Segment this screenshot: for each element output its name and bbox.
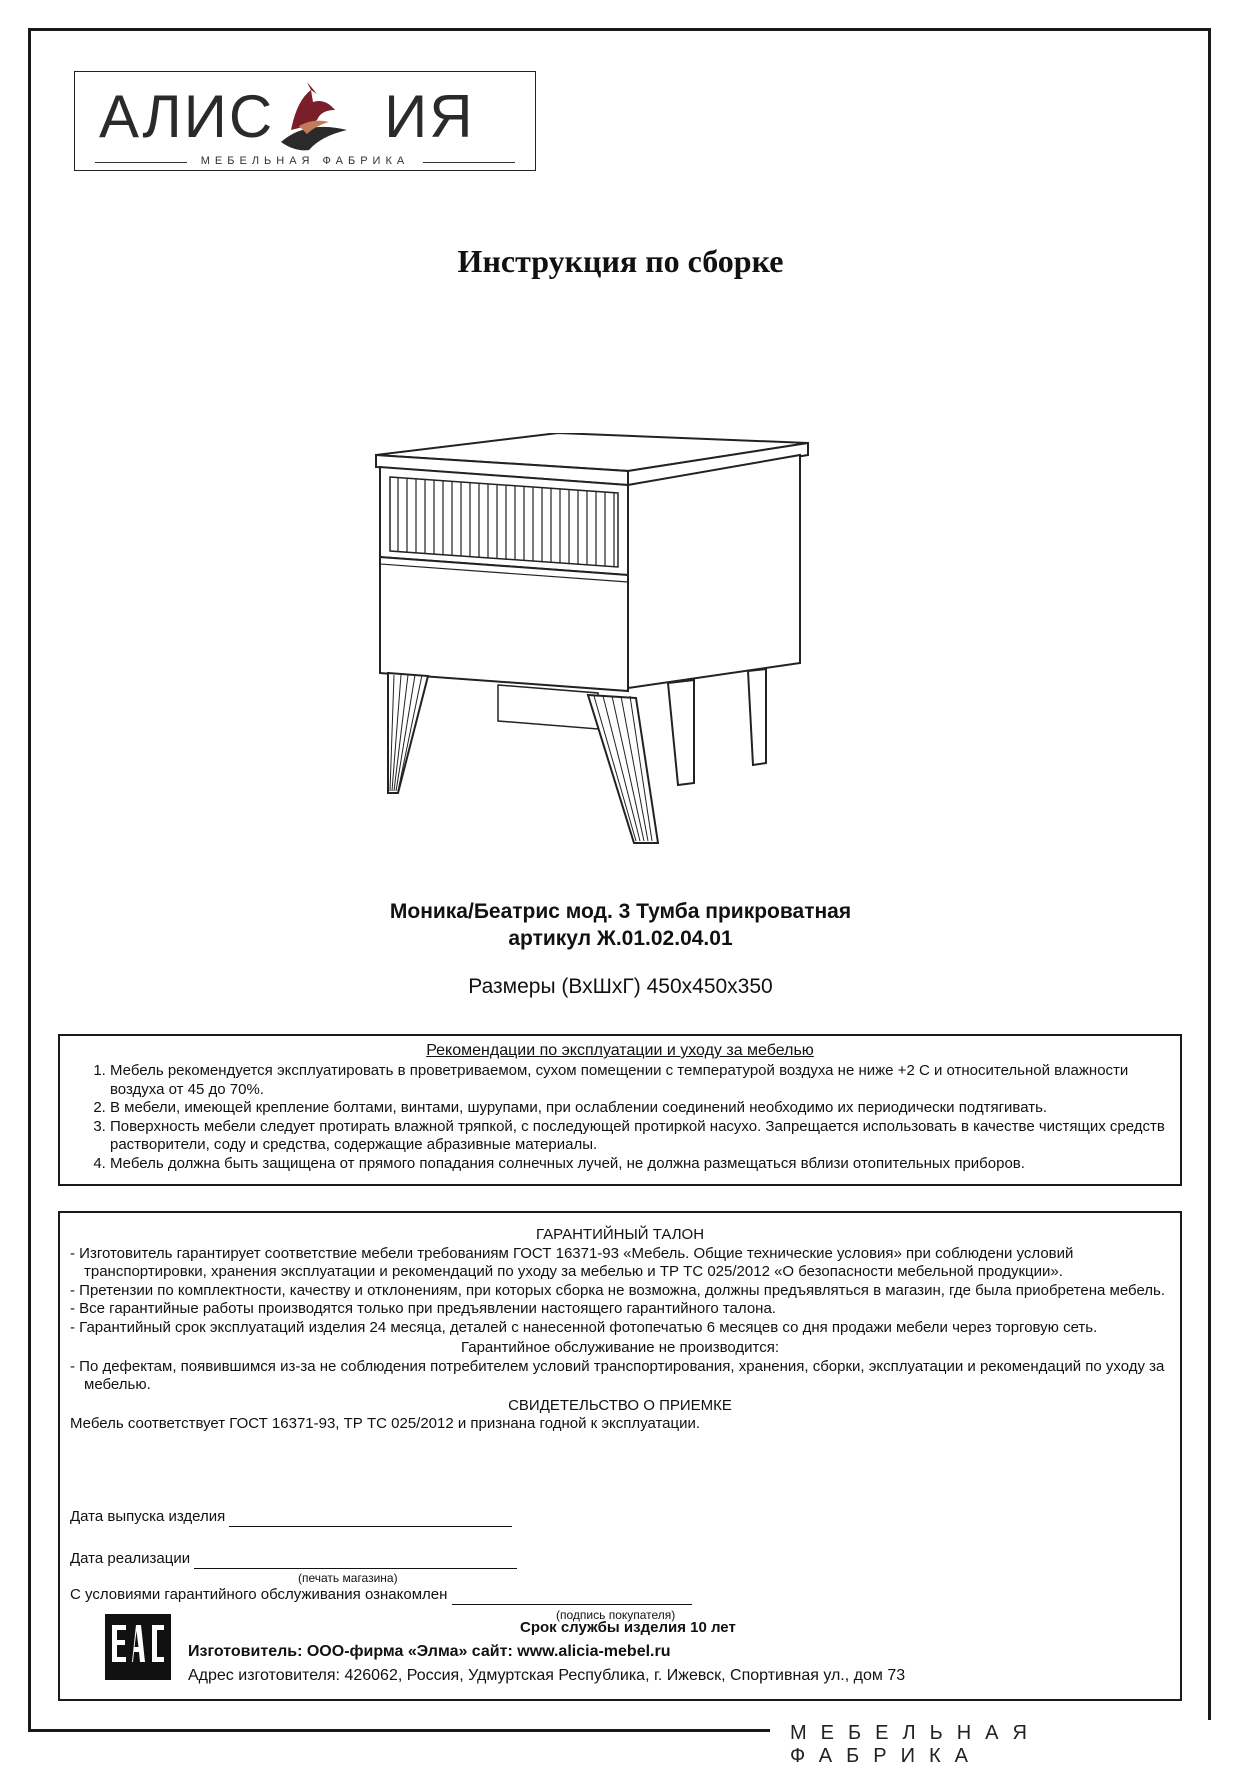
acceptance-text: Мебель соответствует ГОСТ 16371-93, ТР ТС 025/2012 и признана годной к эксплуатации. xyxy=(70,1415,701,1432)
acceptance-heading: СВИДЕТЕЛЬСТВО О ПРИЕМКЕ xyxy=(508,1396,732,1414)
warranty-item: - Все гарантийные работы производятся только при предъявлении настоящего гарантийного талона. xyxy=(70,1300,776,1317)
buyer-signature-field[interactable] xyxy=(452,1590,692,1605)
brand-subtitle: МЕБЕЛЬНАЯ ФАБРИКА xyxy=(200,155,410,167)
recommendation-item: 3. Поверхность мебели следует протирать влажной тряпкой, с последующей протиркой насухо. Запрещается использовать в качестве чистящих средств растворители, соду и средства, содержащие абразивные материалы. xyxy=(110,1118,1166,1155)
manufacturer-address: Адрес изготовителя: 426062, Россия, Удмуртская Республика, г. Ижевск, Спортивная ул., дом 73 xyxy=(188,1667,906,1684)
nightstand-drawing xyxy=(368,433,818,863)
release-date-row xyxy=(70,1508,512,1527)
service-life: Срок службы изделия 10 лет xyxy=(520,1619,736,1636)
sale-date-field[interactable] xyxy=(194,1554,517,1569)
recommendations-heading: Рекомендации по эксплуатации и уходу за мебелью xyxy=(426,1042,814,1059)
fox-logo-icon xyxy=(251,80,359,152)
sale-date-row xyxy=(70,1550,517,1569)
agree-row xyxy=(70,1586,692,1605)
agree-label: С условиями гарантийного обслуживания ознакомлен xyxy=(70,1586,448,1603)
footer-brand-line: МЕБЕЛЬНАЯ ФАБРИКА xyxy=(790,1722,1041,1767)
warranty-heading: ГАРАНТИЙНЫЙ ТАЛОН xyxy=(535,1226,705,1243)
recommendation-item: 2. В мебели, имеющей крепление болтами, винтами, шурупами, при ослаблении соединений необходимо их периодически подтягивать. xyxy=(110,1099,1166,1118)
stamp-note: (печать магазина) xyxy=(298,1571,398,1585)
no-service-heading: Гарантийное обслуживание не производится: xyxy=(460,1339,780,1356)
no-service-item: - По дефектам, появившимся из-за не соблюдения потребителем условий транспортирования, хранения, сборки, эксплуатации и рекомендаций по уходу за мебелью. xyxy=(70,1357,1165,1393)
brand-name-part1: АЛИС xyxy=(99,83,275,150)
warranty-item: - Гарантийный срок эксплуатаций изделия 24 месяца, деталей с нанесенной фотопечатью 6 месяцев со дня продажи мебели через торговую сеть. xyxy=(70,1318,1098,1336)
product-name: Моника/Беатрис мод. 3 Тумба прикроватная xyxy=(389,900,852,923)
release-date-label: Дата выпуска изделия xyxy=(70,1508,226,1525)
manufacturer-info: Изготовитель: ООО-фирма «Элма» сайт: www.alicia-mebel.ru xyxy=(188,1643,671,1660)
warranty-item: - Изготовитель гарантирует соответствие мебели требованиям ГОСТ 16371-93 «Мебель. Общие технические условия» при соблюдени условий транспортировки, хранения эксплуатации и рекомендаций по уходу за мебелью и ТР ТС 025/2012 «О безопасности мебельной продукции». xyxy=(70,1244,1074,1280)
sale-date-label: Дата реализации xyxy=(70,1550,191,1567)
product-dimensions: Размеры (ВхШхГ) 450х450х350 xyxy=(468,975,773,998)
brand-name-part2: ИЯ xyxy=(384,83,475,150)
page-title: Инструкция по сборке xyxy=(457,243,784,279)
eac-mark-icon xyxy=(104,1613,172,1681)
brand-logo xyxy=(74,71,536,171)
recommendation-item: 4. Мебель должна быть защищена от прямого попадания солнечных лучей, не должна размещаться вблизи отопительных приборов. xyxy=(110,1155,1166,1174)
warranty-box xyxy=(58,1211,1182,1701)
recommendations-box xyxy=(58,1034,1182,1186)
product-article: артикул Ж.01.02.04.01 xyxy=(508,927,733,950)
recommendation-item: 1. Мебель рекомендуется эксплуатировать в проветриваемом, сухом помещении с температурой воздуха не ниже +2 С и относительной влажности воздуха от 45 до 70%. xyxy=(110,1062,1166,1099)
warranty-item: - Претензии по комплектности, качеству и отклонениям, при которых сборка не возможна, должны предъявляться в магазин, где была приобретена мебель. xyxy=(70,1281,1166,1299)
release-date-field[interactable] xyxy=(229,1512,512,1527)
signature-note: (подпись покупателя) xyxy=(556,1608,676,1622)
